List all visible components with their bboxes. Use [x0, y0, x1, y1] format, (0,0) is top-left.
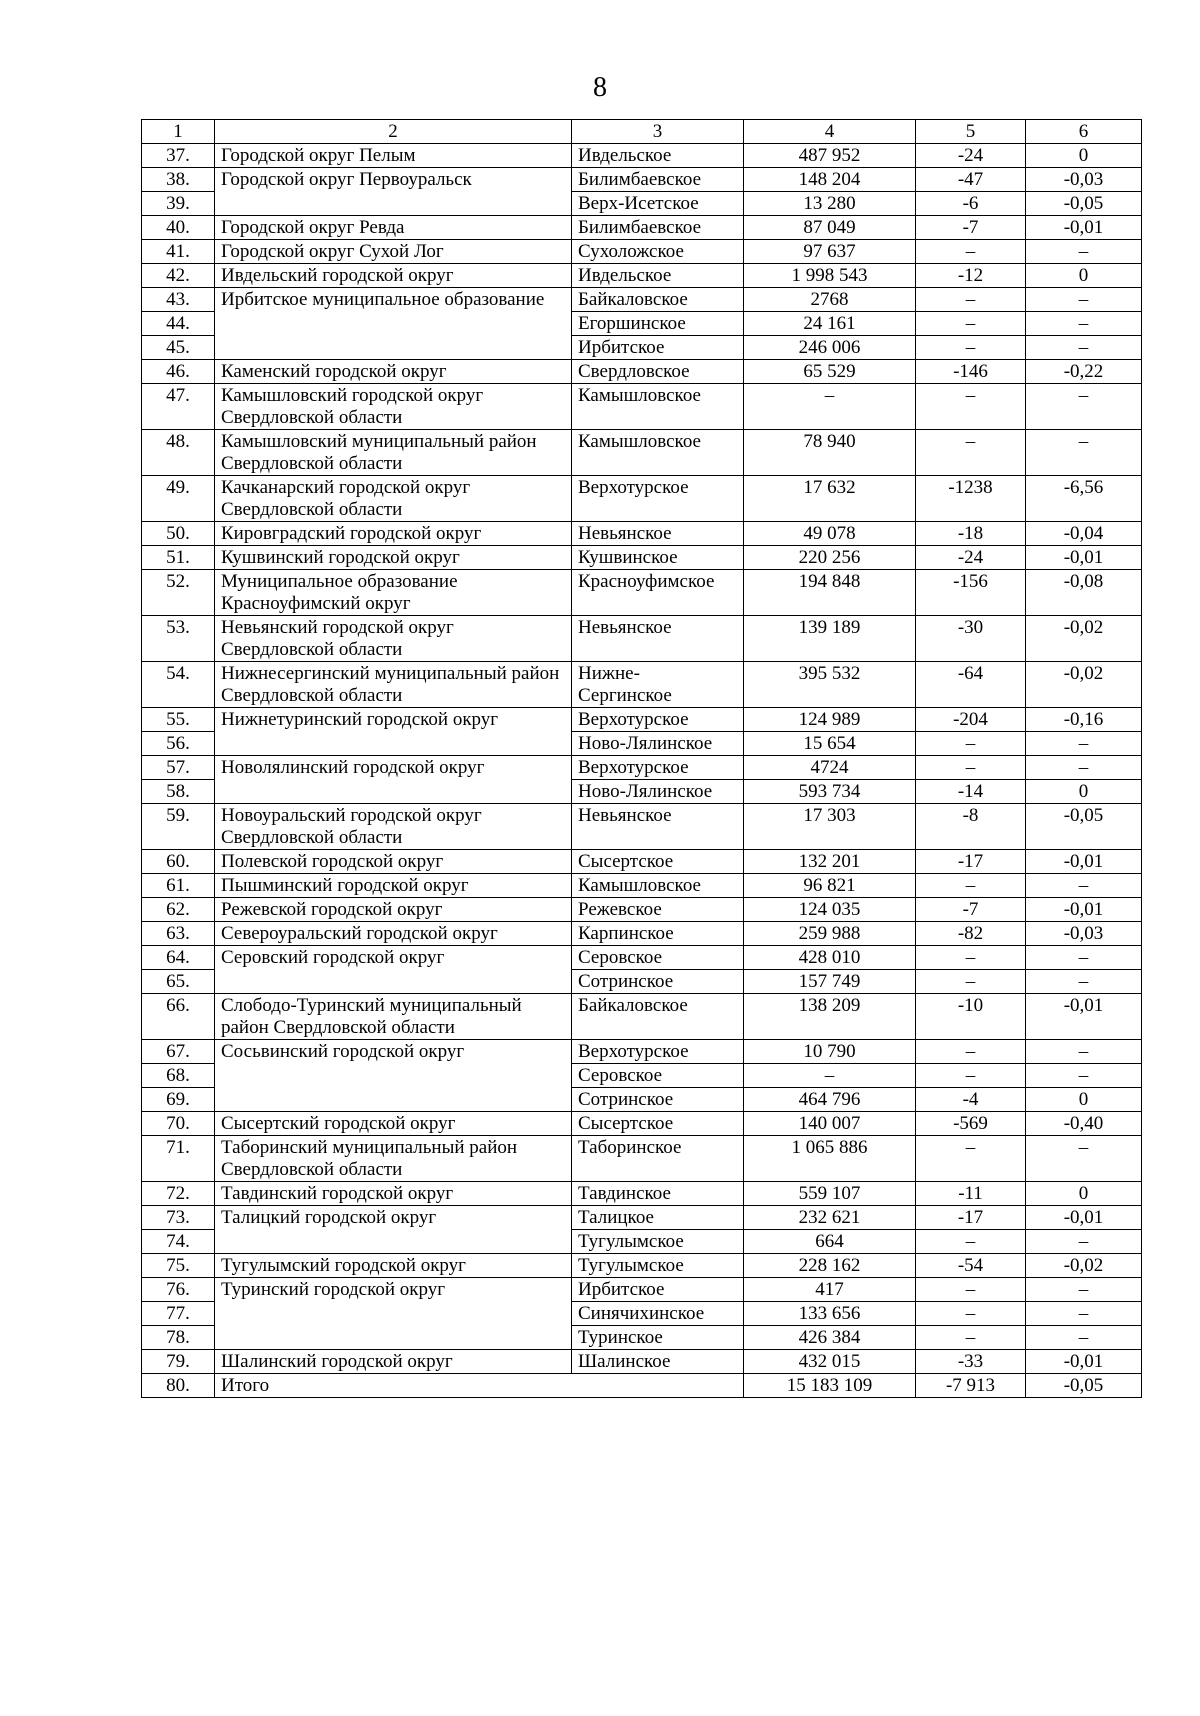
table-row — [142, 994, 1142, 1040]
row-area: 426 384 — [744, 1326, 916, 1350]
row-change-percent: -6,56 — [1026, 476, 1142, 522]
table-row — [142, 1112, 1142, 1136]
row-area: 428 010 — [744, 946, 916, 970]
table-row — [142, 662, 1142, 708]
row-forestry: Егоршинское — [572, 312, 744, 336]
row-number: 70. — [142, 1112, 215, 1136]
row-area: 1 065 886 — [744, 1136, 916, 1182]
row-forestry: Режевское — [572, 898, 744, 922]
row-municipality: Невьянский городской округ Свердловской области — [215, 616, 572, 662]
row-change-percent: – — [1026, 312, 1142, 336]
row-change-percent: – — [1026, 336, 1142, 360]
row-number: 56. — [142, 732, 215, 756]
row-change-percent: – — [1026, 1326, 1142, 1350]
row-number: 41. — [142, 240, 215, 264]
row-change: -47 — [916, 168, 1026, 192]
row-forestry: Кушвинское — [572, 546, 744, 570]
row-change-percent: -0,05 — [1026, 192, 1142, 216]
row-forestry: Верхотурское — [572, 1040, 744, 1064]
row-number: 69. — [142, 1088, 215, 1112]
table-row — [142, 804, 1142, 850]
row-change: – — [916, 384, 1026, 430]
row-change-percent: – — [1026, 1278, 1142, 1302]
row-change: – — [916, 312, 1026, 336]
row-change-percent: -0,01 — [1026, 898, 1142, 922]
row-area: 395 532 — [744, 662, 916, 708]
page-number: 8 — [593, 72, 607, 103]
row-municipality: Сысертский городской округ — [215, 1112, 572, 1136]
row-number: 67. — [142, 1040, 215, 1064]
row-change: -11 — [916, 1182, 1026, 1206]
row-change-percent: -0,05 — [1026, 1374, 1142, 1398]
row-change-percent: – — [1026, 430, 1142, 476]
row-municipality: Нижнетуринский городской округ — [215, 708, 572, 756]
row-forestry: Ивдельское — [572, 264, 744, 288]
row-area: 417 — [744, 1278, 916, 1302]
row-forestry: Невьянское — [572, 616, 744, 662]
row-area: 133 656 — [744, 1302, 916, 1326]
row-area: 124 989 — [744, 708, 916, 732]
row-area: 139 189 — [744, 616, 916, 662]
row-change-percent: -0,22 — [1026, 360, 1142, 384]
row-number: 61. — [142, 874, 215, 898]
row-change-percent: 0 — [1026, 264, 1142, 288]
row-change: -7 — [916, 898, 1026, 922]
row-municipality: Слободо-Туринский муниципальный район Свердловской области — [215, 994, 572, 1040]
row-number: 52. — [142, 570, 215, 616]
row-change: -30 — [916, 616, 1026, 662]
row-forestry: Красноуфимское — [572, 570, 744, 616]
row-area: 194 848 — [744, 570, 916, 616]
table-row — [142, 240, 1142, 264]
row-change: – — [916, 240, 1026, 264]
row-area: 228 162 — [744, 1254, 916, 1278]
row-change-percent: 0 — [1026, 1088, 1142, 1112]
row-forestry: Верхотурское — [572, 756, 744, 780]
row-forestry: Свердловское — [572, 360, 744, 384]
table-row — [142, 874, 1142, 898]
row-change-percent: -0,05 — [1026, 804, 1142, 850]
row-area: 65 529 — [744, 360, 916, 384]
row-change-percent: – — [1026, 946, 1142, 970]
row-change: -156 — [916, 570, 1026, 616]
row-forestry: Тугулымское — [572, 1230, 744, 1254]
table-row — [142, 708, 1142, 732]
row-change-percent: – — [1026, 1064, 1142, 1088]
row-change-percent: -0,03 — [1026, 922, 1142, 946]
row-forestry: Верхотурское — [572, 708, 744, 732]
row-number: 57. — [142, 756, 215, 780]
row-change: – — [916, 1278, 1026, 1302]
row-area: 132 201 — [744, 850, 916, 874]
row-change: -7 913 — [916, 1374, 1026, 1398]
row-number: 39. — [142, 192, 215, 216]
row-area: 1 998 543 — [744, 264, 916, 288]
row-area: 148 204 — [744, 168, 916, 192]
row-change: -33 — [916, 1350, 1026, 1374]
table-row — [142, 216, 1142, 240]
row-change-percent: – — [1026, 1136, 1142, 1182]
row-change-percent: -0,04 — [1026, 522, 1142, 546]
table-row — [142, 288, 1142, 312]
row-area: 96 821 — [744, 874, 916, 898]
row-change: -6 — [916, 192, 1026, 216]
row-area: 78 940 — [744, 430, 916, 476]
row-number: 71. — [142, 1136, 215, 1182]
header-cell-5: 5 — [916, 120, 1026, 144]
row-change: -17 — [916, 850, 1026, 874]
row-change: -8 — [916, 804, 1026, 850]
row-area: 97 637 — [744, 240, 916, 264]
row-change-percent: -0,01 — [1026, 850, 1142, 874]
row-municipality: Городской округ Ревда — [215, 216, 572, 240]
row-area: 140 007 — [744, 1112, 916, 1136]
row-area: 487 952 — [744, 144, 916, 168]
row-number: 51. — [142, 546, 215, 570]
row-number: 50. — [142, 522, 215, 546]
row-area: 664 — [744, 1230, 916, 1254]
row-forestry: Билимбаевское — [572, 168, 744, 192]
row-number: 44. — [142, 312, 215, 336]
row-area: – — [744, 384, 916, 430]
row-number: 55. — [142, 708, 215, 732]
row-number: 68. — [142, 1064, 215, 1088]
row-change-percent: -0,02 — [1026, 1254, 1142, 1278]
row-change-percent: -0,08 — [1026, 570, 1142, 616]
row-number: 48. — [142, 430, 215, 476]
row-change-percent: – — [1026, 288, 1142, 312]
row-change-percent: – — [1026, 756, 1142, 780]
row-area: 259 988 — [744, 922, 916, 946]
row-municipality: Городской округ Сухой Лог — [215, 240, 572, 264]
row-area: 10 790 — [744, 1040, 916, 1064]
row-municipality: Качканарский городской округ Свердловской области — [215, 476, 572, 522]
row-number: 79. — [142, 1350, 215, 1374]
row-municipality: Тугулымский городской округ — [215, 1254, 572, 1278]
row-forestry: Верх-Исетское — [572, 192, 744, 216]
row-change: -1238 — [916, 476, 1026, 522]
row-change-percent: -0,01 — [1026, 994, 1142, 1040]
row-change: -18 — [916, 522, 1026, 546]
table-row — [142, 756, 1142, 780]
row-number: 72. — [142, 1182, 215, 1206]
row-change-percent: -0,01 — [1026, 1206, 1142, 1230]
row-change-percent: – — [1026, 970, 1142, 994]
table-row — [142, 1278, 1142, 1302]
row-change: -204 — [916, 708, 1026, 732]
row-forestry: Сотринское — [572, 1088, 744, 1112]
row-forestry: Нижне- Сергинское — [572, 662, 744, 708]
row-change: – — [916, 946, 1026, 970]
header-cell-1: 1 — [142, 120, 215, 144]
row-area: 24 161 — [744, 312, 916, 336]
row-municipality: Камышловский городской округ Свердловской области — [215, 384, 572, 430]
row-change-percent: -0,01 — [1026, 546, 1142, 570]
row-municipality: Новоуральский городской округ Свердловской области — [215, 804, 572, 850]
row-municipality: Кушвинский городской округ — [215, 546, 572, 570]
row-area: 15 654 — [744, 732, 916, 756]
row-number: 62. — [142, 898, 215, 922]
row-municipality: Тавдинский городской округ — [215, 1182, 572, 1206]
row-number: 45. — [142, 336, 215, 360]
table-row — [142, 430, 1142, 476]
row-forestry: Камышловское — [572, 874, 744, 898]
row-forestry: Серовское — [572, 1064, 744, 1088]
table-row — [142, 476, 1142, 522]
row-municipality: Городской округ Пелым — [215, 144, 572, 168]
table-row — [142, 264, 1142, 288]
row-municipality: Нижнесергинский муниципальный район Свердловской области — [215, 662, 572, 708]
row-forestry: Невьянское — [572, 804, 744, 850]
row-number: 80. — [142, 1374, 215, 1398]
table-row — [142, 1350, 1142, 1374]
row-forestry: Байкаловское — [572, 994, 744, 1040]
row-forestry: Ирбитское — [572, 336, 744, 360]
row-change: – — [916, 336, 1026, 360]
row-change: -10 — [916, 994, 1026, 1040]
row-change: -24 — [916, 144, 1026, 168]
row-municipality: Туринский городской округ — [215, 1278, 572, 1350]
row-area: 157 749 — [744, 970, 916, 994]
row-change: – — [916, 1040, 1026, 1064]
row-change: -569 — [916, 1112, 1026, 1136]
row-change-percent: -0,01 — [1026, 216, 1142, 240]
row-change: – — [916, 1136, 1026, 1182]
row-change-percent: -0,03 — [1026, 168, 1142, 192]
row-area: 559 107 — [744, 1182, 916, 1206]
row-change-percent: – — [1026, 732, 1142, 756]
row-municipality: Ивдельский городской округ — [215, 264, 572, 288]
row-municipality: Муниципальное образование Красноуфимский округ — [215, 570, 572, 616]
row-number: 47. — [142, 384, 215, 430]
row-forestry: Синячихинское — [572, 1302, 744, 1326]
row-change: -82 — [916, 922, 1026, 946]
table-row — [142, 360, 1142, 384]
row-forestry: Тавдинское — [572, 1182, 744, 1206]
row-change: -4 — [916, 1088, 1026, 1112]
row-change-percent: -0,02 — [1026, 662, 1142, 708]
row-change-percent: – — [1026, 874, 1142, 898]
row-number: 59. — [142, 804, 215, 850]
row-number: 46. — [142, 360, 215, 384]
row-number: 58. — [142, 780, 215, 804]
table-row — [142, 1040, 1142, 1064]
row-forestry: Сухоложское — [572, 240, 744, 264]
row-change: -24 — [916, 546, 1026, 570]
row-forestry: Таборинское — [572, 1136, 744, 1182]
table-row — [142, 546, 1142, 570]
row-area: 220 256 — [744, 546, 916, 570]
row-change: – — [916, 1326, 1026, 1350]
row-change: – — [916, 756, 1026, 780]
table-row — [142, 946, 1142, 970]
row-number: 40. — [142, 216, 215, 240]
row-change-percent: – — [1026, 240, 1142, 264]
row-number: 66. — [142, 994, 215, 1040]
row-area: 17 632 — [744, 476, 916, 522]
header-cell-6: 6 — [1026, 120, 1142, 144]
row-change: – — [916, 430, 1026, 476]
row-municipality: Новолялинский городской округ — [215, 756, 572, 804]
row-forestry: Байкаловское — [572, 288, 744, 312]
row-forestry: Верхотурское — [572, 476, 744, 522]
row-change: – — [916, 288, 1026, 312]
row-area: 432 015 — [744, 1350, 916, 1374]
row-municipality: Кировградский городской округ — [215, 522, 572, 546]
row-change-percent: – — [1026, 1040, 1142, 1064]
row-forestry: Ново-Лялинское — [572, 780, 744, 804]
row-number: 53. — [142, 616, 215, 662]
row-forestry: Камышловское — [572, 430, 744, 476]
row-forestry: Туринское — [572, 1326, 744, 1350]
row-change: -64 — [916, 662, 1026, 708]
row-municipality: Пышминский городской округ — [215, 874, 572, 898]
row-area: 246 006 — [744, 336, 916, 360]
table-row — [142, 922, 1142, 946]
row-change-percent: -0,16 — [1026, 708, 1142, 732]
table-row — [142, 144, 1142, 168]
table-row — [142, 1254, 1142, 1278]
header-cell-2: 2 — [215, 120, 572, 144]
table-header-row — [142, 120, 1142, 144]
row-change: – — [916, 874, 1026, 898]
row-area: – — [744, 1064, 916, 1088]
row-number: 73. — [142, 1206, 215, 1230]
row-number: 74. — [142, 1230, 215, 1254]
row-number: 37. — [142, 144, 215, 168]
row-municipality: Североуральский городской округ — [215, 922, 572, 946]
row-municipality: Шалинский городской округ — [215, 1350, 572, 1374]
table-row — [142, 522, 1142, 546]
row-area: 17 303 — [744, 804, 916, 850]
row-forestry: Сысертское — [572, 1112, 744, 1136]
table-row — [142, 898, 1142, 922]
row-forestry: Ирбитское — [572, 1278, 744, 1302]
row-forestry: Серовское — [572, 946, 744, 970]
row-change-percent: -0,02 — [1026, 616, 1142, 662]
row-number: 60. — [142, 850, 215, 874]
row-area: 124 035 — [744, 898, 916, 922]
row-change: -12 — [916, 264, 1026, 288]
row-forestry: Ивдельское — [572, 144, 744, 168]
row-municipality: Серовский городской округ — [215, 946, 572, 994]
row-change-percent: – — [1026, 1302, 1142, 1326]
row-area: 4724 — [744, 756, 916, 780]
row-number: 76. — [142, 1278, 215, 1302]
row-change-percent: – — [1026, 1230, 1142, 1254]
row-change: – — [916, 732, 1026, 756]
row-area: 2768 — [744, 288, 916, 312]
row-change: -17 — [916, 1206, 1026, 1230]
table-row — [142, 570, 1142, 616]
row-area: 593 734 — [744, 780, 916, 804]
row-number: 49. — [142, 476, 215, 522]
row-change: – — [916, 1230, 1026, 1254]
row-change-percent: 0 — [1026, 144, 1142, 168]
row-change: – — [916, 1064, 1026, 1088]
row-area: 138 209 — [744, 994, 916, 1040]
row-number: 54. — [142, 662, 215, 708]
row-municipality: Городской округ Первоуральск — [215, 168, 572, 216]
row-change: -14 — [916, 780, 1026, 804]
row-change: -146 — [916, 360, 1026, 384]
row-municipality: Режевской городской округ — [215, 898, 572, 922]
table-row — [142, 1182, 1142, 1206]
table-row — [142, 168, 1142, 192]
row-area: 464 796 — [744, 1088, 916, 1112]
table-row — [142, 616, 1142, 662]
row-forestry: Шалинское — [572, 1350, 744, 1374]
row-change-percent: 0 — [1026, 780, 1142, 804]
row-area: 49 078 — [744, 522, 916, 546]
table-row — [142, 384, 1142, 430]
row-number: 65. — [142, 970, 215, 994]
table-row — [142, 850, 1142, 874]
row-change-percent: -0,01 — [1026, 1350, 1142, 1374]
row-municipality: Ирбитское муниципальное образование — [215, 288, 572, 360]
row-municipality: Таборинский муниципальный район Свердловской области — [215, 1136, 572, 1182]
row-number: 77. — [142, 1302, 215, 1326]
row-change: -7 — [916, 216, 1026, 240]
row-area: 232 621 — [744, 1206, 916, 1230]
row-municipality: Итого — [215, 1374, 744, 1398]
row-change-percent: -0,40 — [1026, 1112, 1142, 1136]
row-number: 43. — [142, 288, 215, 312]
row-number: 38. — [142, 168, 215, 192]
table-row — [142, 1136, 1142, 1182]
row-municipality: Сосьвинский городской округ — [215, 1040, 572, 1112]
row-municipality: Камышловский муниципальный район Свердловской области — [215, 430, 572, 476]
row-forestry: Тугулымское — [572, 1254, 744, 1278]
row-municipality: Каменский городской округ — [215, 360, 572, 384]
table-row — [142, 1374, 1142, 1398]
table-row — [142, 1206, 1142, 1230]
row-forestry: Сысертское — [572, 850, 744, 874]
row-forestry: Карпинское — [572, 922, 744, 946]
row-municipality: Талицкий городской округ — [215, 1206, 572, 1254]
row-forestry: Билимбаевское — [572, 216, 744, 240]
row-area: 87 049 — [744, 216, 916, 240]
row-change: – — [916, 1302, 1026, 1326]
row-change-percent: 0 — [1026, 1182, 1142, 1206]
row-forestry: Камышловское — [572, 384, 744, 430]
row-change-percent: – — [1026, 384, 1142, 430]
row-number: 75. — [142, 1254, 215, 1278]
header-cell-3: 3 — [572, 120, 744, 144]
row-area: 13 280 — [744, 192, 916, 216]
row-municipality: Полевской городской округ — [215, 850, 572, 874]
row-change: – — [916, 970, 1026, 994]
row-number: 63. — [142, 922, 215, 946]
row-number: 42. — [142, 264, 215, 288]
data-table — [141, 119, 1142, 1398]
row-number: 64. — [142, 946, 215, 970]
row-number: 78. — [142, 1326, 215, 1350]
row-change: -54 — [916, 1254, 1026, 1278]
row-forestry: Ново-Лялинское — [572, 732, 744, 756]
row-forestry: Сотринское — [572, 970, 744, 994]
row-area: 15 183 109 — [744, 1374, 916, 1398]
row-forestry: Невьянское — [572, 522, 744, 546]
header-cell-4: 4 — [744, 120, 916, 144]
row-forestry: Талицкое — [572, 1206, 744, 1230]
